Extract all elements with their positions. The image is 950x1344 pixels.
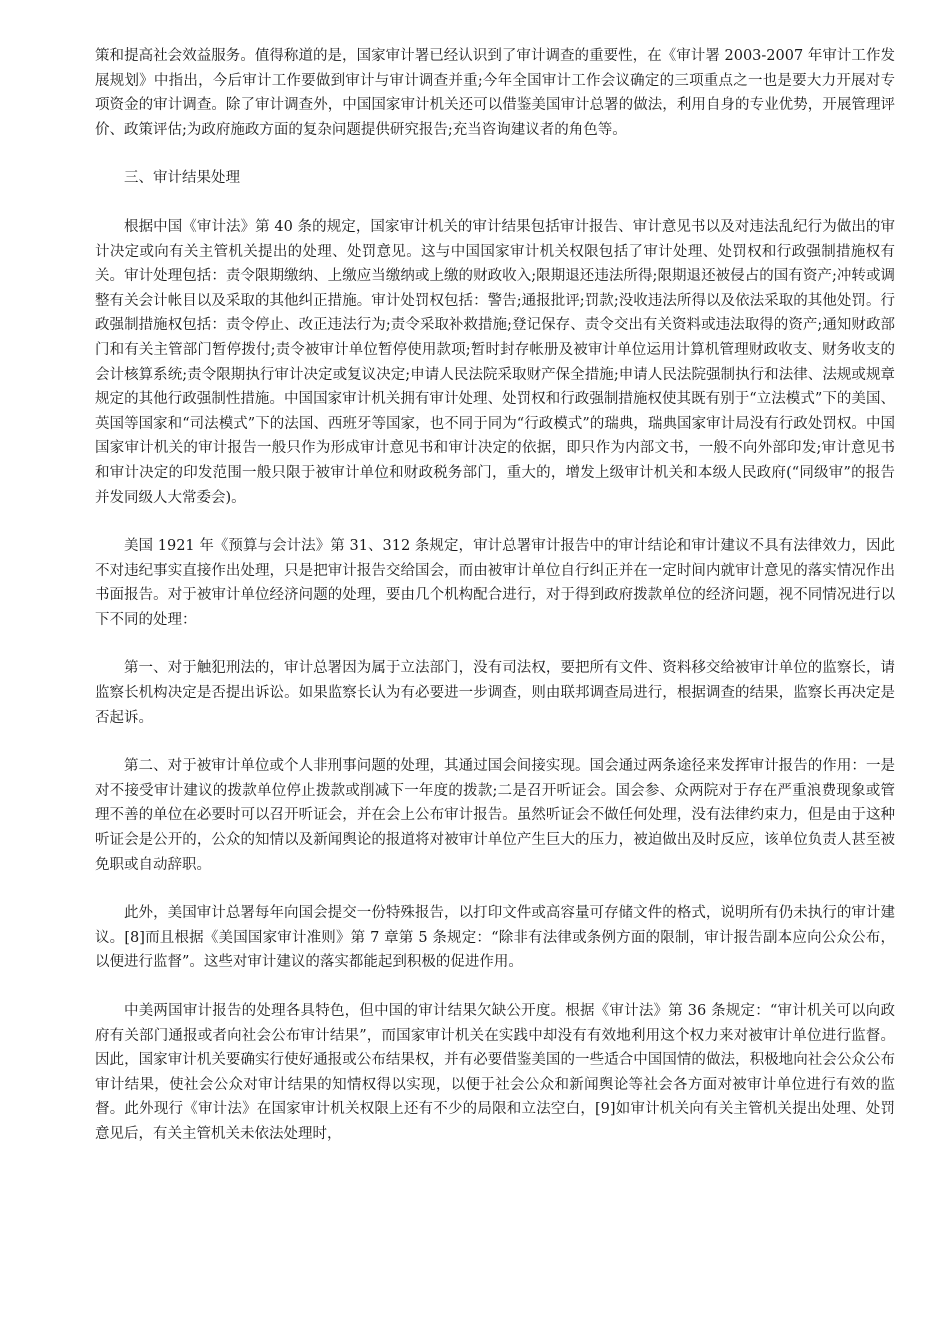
paragraph: 中美两国审计报告的处理各具特色，但中国的审计结果欠缺公开度。根据《审计法》第 36 条规定：“审计机关可以向政府有关部门通报或者向社会公布审计结果”，而国家审计机关在实践中却没有有效地利用这个权力来对被审计单位进行监督。因此，国家审计机关要确实行使好通报或公布结果权，并有必要借鉴美国的一些适合中国国情的做法，积极地向社会公众公布审计结果，使社会公众对审计结果的知情权得以实现，以便于社会公众和新闻舆论等社会各方面对被审计单位进行有效的监督。此外现行《审计法》在国家审计机关权限上还有不少的局限和立法空白，[9]如审计机关向有关主管机关提出处理、处罚意见后，有关主管机关未依法处理时， (95, 1003, 895, 1142)
paragraph: 根据中国《审计法》第 40 条的规定，国家审计机关的审计结果包括审计报告、审计意见书以及对违法乱纪行为做出的审计决定或向有关主管机关提出的处理、处罚意见。这与中国国家审计机关权限包括了审计处理、处罚权和行政强制措施权有关。审计处理包括：责令限期缴纳、上缴应当缴纳或上缴的财政收入;限期退还违法所得;限期退还被侵占的国有资产;冲转或调整有关会计帐目以及采取的其他纠正措施。审计处罚权包括：警告;通报批评;罚款;没收违法所得以及依法采取的其他处罚。行政强制措施权包括：责令停止、改正违法行为;责令采取补救措施;登记保存、责令交出有关资料或违法取得的资产;通知财政部门和有关主管部门暂停拨付;责令被审计单位暂停使用款项;暂时封存帐册及被审计单位运用计算机管理财政收支、财务收支的会计核算系统;责令限期执行审计决定或复议决定;申请人民法院采取财产保全措施;申请人民法院强制执行和法律、法规或规章规定的其他行政强制性措施。中国国家审计机关拥有审计处理、处罚权和行政强制措施权使其既有别于“立法模式”下的美国、英国等国家和“司法模式”下的法国、西班牙等国家，也不同于同为“行政模式”的瑞典，瑞典国家审计局没有行政处罚权。中国国家审计机关的审计报告一般只作为形成审计意见书和审计决定的依据，即只作为内部文书，一般不向外部印发;审计意见书和审计决定的印发范围一般只限于被审计单位和财政税务部门，重大的，增发上级审计机关和本级人民政府(“同级审”的报告并发同级人大常委会)。 (95, 218, 895, 506)
paragraph: 此外，美国审计总署每年向国会提交一份特殊报告，以打印文件或高容量可存储文件的格式，说明所有仍未执行的审计建议。[8]而且根据《美国国家审计准则》第 7 章第 5 条规定：“除非有法律或条例方面的限制，审计报告副本应向公众公布，以便进行监督”。这些对审计建议的落实都能起到积极的促进作用。 (95, 905, 895, 971)
section-heading: 三、审计结果处理 (124, 170, 240, 187)
document-page (95, 44, 895, 1171)
paragraph-continuation: 策和提高社会效益服务。值得称道的是，国家审计署已经认识到了审计调查的重要性，在《审计署 2003-2007 年审计工作发展规划》中指出，今后审计工作要做到审计与审计调查并重;今年全国审计工作会议确定的三项重点之一也是要大力开展对专项资金的审计调查。除了审计调查外，中国国家审计机关还可以借鉴美国审计总署的做法，利用自身的专业优势，开展管理评价、政策评估;为政府施政方面的复杂问题提供研究报告;充当咨询建议者的角色等。 (95, 48, 895, 138)
paragraph: 第二、对于被审计单位或个人非刑事问题的处理，其通过国会间接实现。国会通过两条途径来发挥审计报告的作用：一是对不接受审计建议的拨款单位停止拨款或削减下一年度的拨款;二是召开听证会。国会参、众两院对于存在严重浪费现象或管理不善的单位在必要时可以召开听证会，并在会上公布审计报告。虽然听证会不做任何处理，没有法律约束力，但是由于这种听证会是公开的，公众的知情以及新闻舆论的报道将对被审计单位产生巨大的压力，被迫做出及时反应，该单位负责人甚至被免职或自动辞职。 (95, 758, 895, 873)
paragraph: 第一、对于触犯刑法的，审计总署因为属于立法部门，没有司法权，要把所有文件、资料移交给被审计单位的监察长，请监察长机构决定是否提出诉讼。如果监察长认为有必要进一步调查，则由联邦调查局进行，根据调查的结果，监察长再决定是否起诉。 (95, 660, 895, 726)
paragraph: 美国 1921 年《预算与会计法》第 31、312 条规定，审计总署审计报告中的审计结论和审计建议不具有法律效力，因此不对违纪事实直接作出处理，只是把审计报告交给国会，而由被审计单位自行纠正并在一定时间内就审计意见的落实情况作出书面报告。对于被审计单位经济问题的处理，要由几个机构配合进行，对于得到政府拨款单位的经济问题，视不同情况进行以下不同的处理： (95, 538, 895, 628)
